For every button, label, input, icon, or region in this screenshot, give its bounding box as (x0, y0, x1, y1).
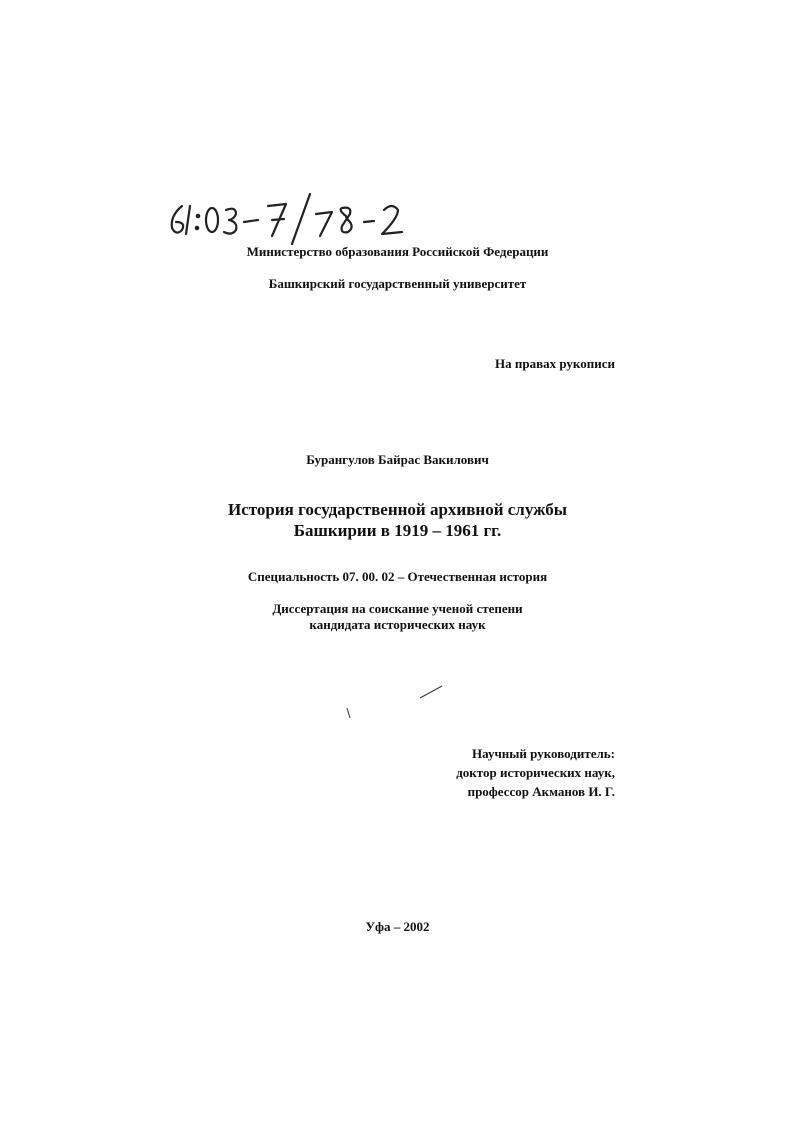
handwritten-archive-code (160, 186, 460, 246)
ministry-name: Министерство образования Российской Федерации (246, 244, 549, 259)
rights-note: На правах рукописи (495, 356, 615, 371)
dissertation-title-line-2: Башкирии в 1919 – 1961 гг. (293, 521, 502, 540)
pen-mark (418, 684, 444, 700)
university-name: Башкирский государственный университет (268, 276, 527, 291)
author-name: Бурангулов Байрас Вакилович (306, 452, 489, 467)
dissertation-purpose-line-1: Диссертация на соискание ученой степени (272, 601, 523, 616)
specialty: Специальность 07. 00. 02 – Отечественная история (247, 569, 548, 584)
dissertation-purpose-line-2: кандидата исторических наук (309, 617, 486, 632)
place-and-year: Уфа – 2002 (365, 919, 430, 934)
supervisor-label: Научный руководитель: (472, 746, 615, 761)
supervisor-name: профессор Акманов И. Г. (467, 784, 615, 799)
pen-mark (345, 707, 353, 719)
dissertation-title-line-1: История государственной архивной службы (228, 500, 567, 519)
supervisor-block (456, 744, 615, 801)
supervisor-degree: доктор исторических наук, (456, 765, 615, 780)
